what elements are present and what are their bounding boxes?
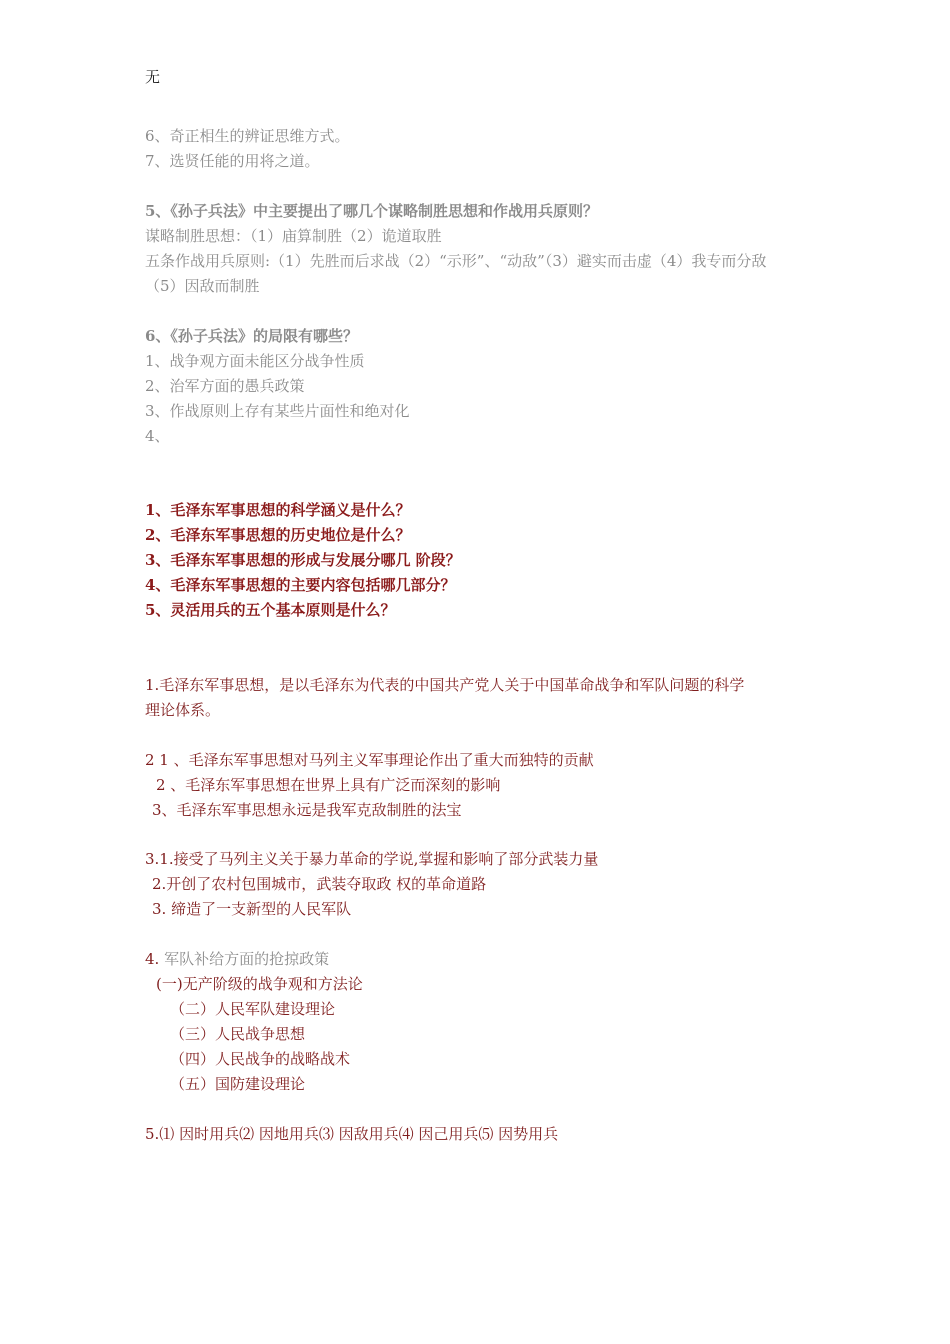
answer-text: 军队补给方面的抢掠政策 [164, 950, 330, 968]
text-line: 3、毛泽东军事思想永远是我军克敌制胜的法宝 [152, 801, 462, 819]
text-line: 2.开创了农村包围城市，武装夺取政 权的革命道路 [152, 875, 487, 893]
text-line: （三）人民战争思想 [170, 1025, 306, 1043]
text-line: 3. 缔造了一支新型的人民军队 [152, 900, 352, 918]
text-line: 7、选贤任能的用将之道。 [145, 152, 320, 170]
text-line: 5.⑴ 因时用兵⑵ 因地用兵⑶ 因敌用兵⑷ 因己用兵⑸ 因势用兵 [145, 1125, 559, 1143]
text-line: 谋略制胜思想：（1）庙算制胜（2）诡道取胜 [145, 227, 442, 245]
text-line: 4、毛泽东军事思想的主要内容包括哪几部分？ [145, 576, 456, 594]
text-line [145, 949, 329, 969]
answer-number: 4. [145, 950, 165, 968]
text-line: 理论体系。 [145, 701, 221, 719]
text-line: 五条作战用兵原则:（1）先胜而后求战（2）“示形”、“动敌”（3）避实而击虚（4）我专而分敌 [145, 252, 767, 270]
text-line: 1.毛泽东军事思想，是以毛泽东为代表的中国共产党人关于中国革命战争和军队问题的科学 [145, 676, 745, 694]
text-line: 3.1.接受了马列主义关于暴力革命的学说,掌握和影响了部分武装力量 [145, 850, 599, 868]
text-line: 2 、毛泽东军事思想在世界上具有广泛而深刻的影响 [156, 776, 501, 794]
text-line: 5、《孙子兵法》中主要提出了哪几个谋略制胜思想和作战用兵原则？ [145, 202, 598, 220]
text-line: 5、灵活用兵的五个基本原则是什么？ [145, 601, 396, 619]
text-line: 2、治军方面的愚兵政策 [145, 377, 305, 395]
text-line: （5）因敌而制胜 [145, 277, 260, 295]
text-line: （二）人民军队建设理论 [170, 1000, 336, 1018]
text-line: 2 1 、毛泽东军事思想对马列主义军事理论作出了重大而独特的贡献 [145, 751, 594, 769]
text-line: 1、毛泽东军事思想的科学涵义是什么？ [145, 501, 411, 519]
text-line: 无 [145, 68, 161, 86]
text-line: 6、《孙子兵法》的局限有哪些？ [145, 327, 358, 345]
text-line: 2、毛泽东军事思想的历史地位是什么？ [145, 526, 411, 544]
text-line: 3、作战原则上存有某些片面性和绝对化 [145, 402, 410, 420]
text-line: (一)无产阶级的战争观和方法论 [156, 975, 363, 993]
text-line: （四）人民战争的战略战术 [170, 1050, 351, 1068]
text-line: 4、 [145, 427, 170, 445]
text-line: （五）国防建设理论 [170, 1075, 306, 1093]
text-line: 3、毛泽东军事思想的形成与发展分哪几 阶段？ [145, 551, 461, 569]
text-line: 6、奇正相生的辨证思维方式。 [145, 127, 350, 145]
text-line: 1、战争观方面未能区分战争性质 [145, 352, 365, 370]
